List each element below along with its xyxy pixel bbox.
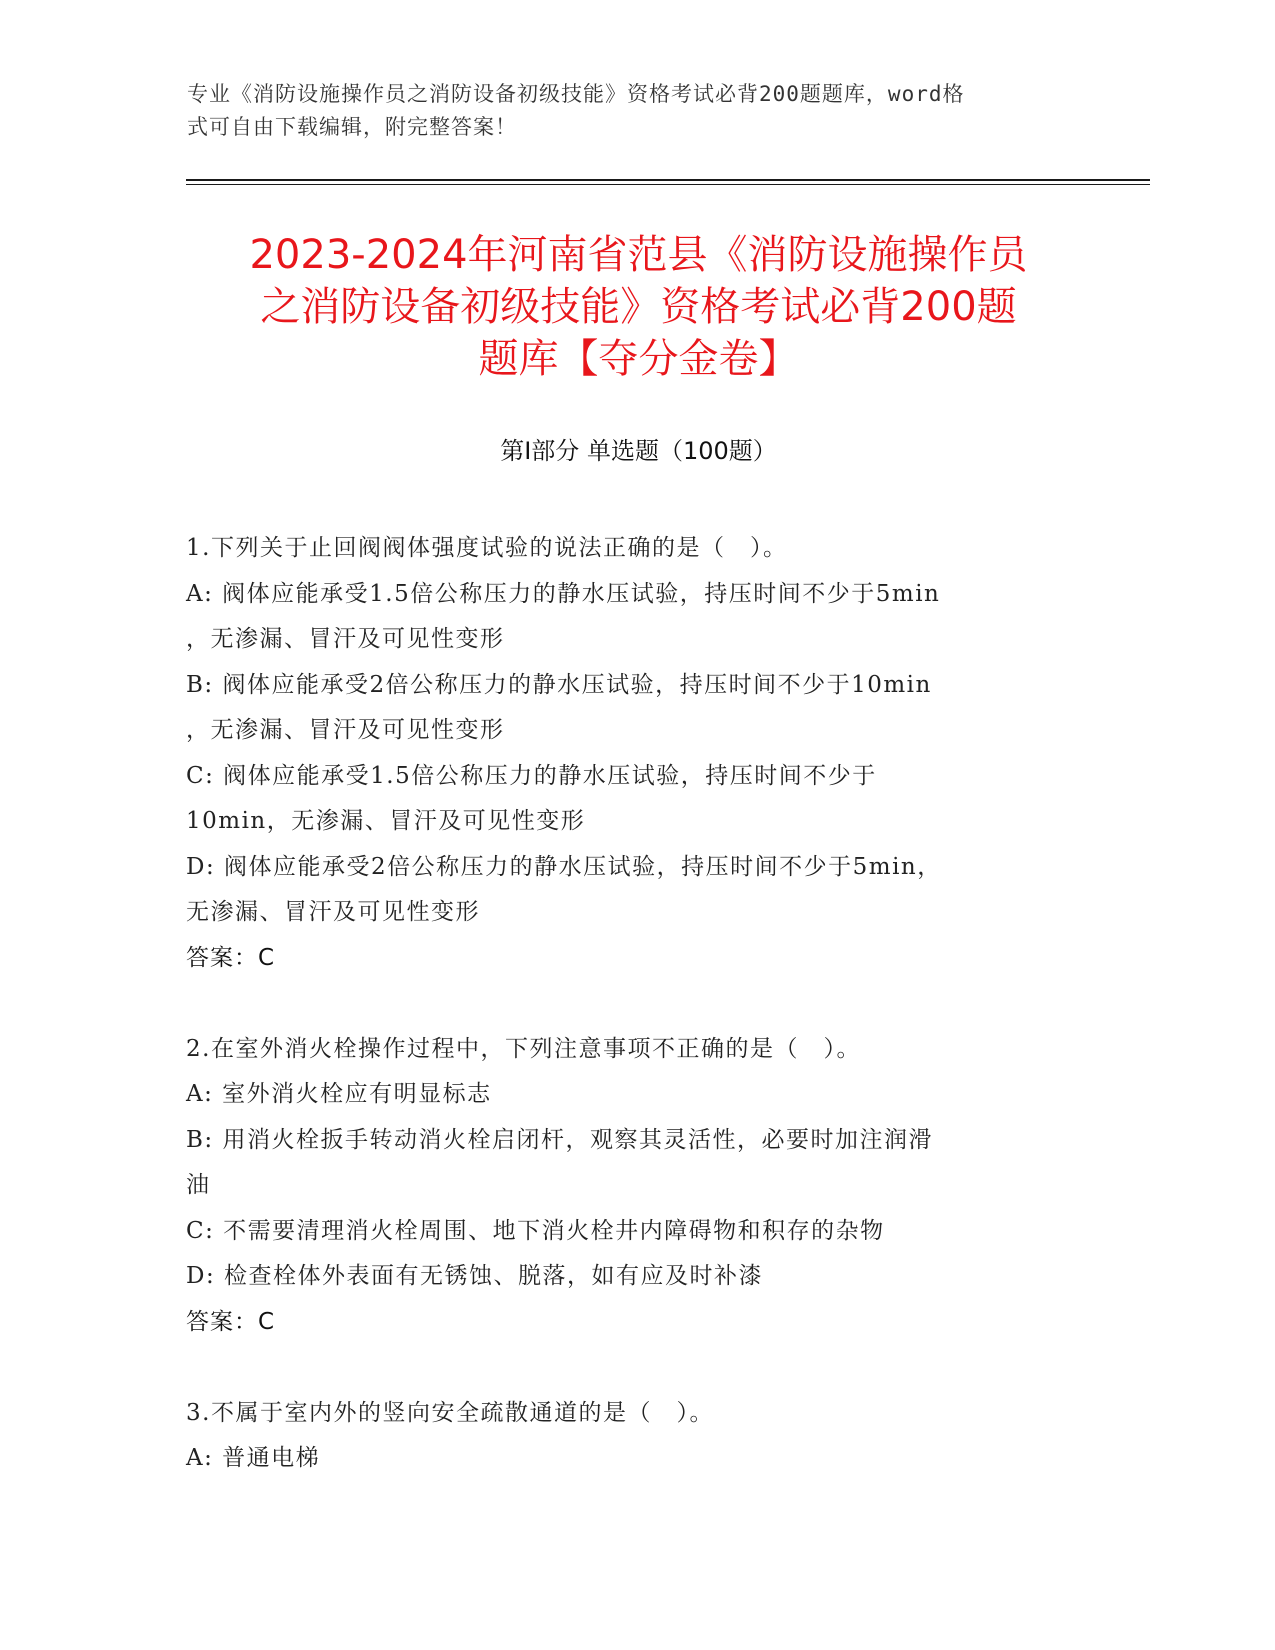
option-line: B: 用消火栓扳手转动消火栓启闭杆，观察其灵活性，必要时加注润滑	[186, 1126, 933, 1153]
header-divider-thin	[186, 184, 1150, 185]
option-line: D: 检查栓体外表面有无锈蚀、脱落，如有应及时补漆	[186, 1263, 764, 1289]
option-line: D: 阀体应能承受2倍公称压力的静水压试验，持压时间不少于5min，	[186, 853, 942, 880]
option-line: C: 阀体应能承受1.5倍公称压力的静水压试验，持压时间不少于	[186, 762, 877, 789]
question-block	[186, 1027, 1086, 1346]
option-line: 10min，无渗漏、冒汗及可见性变形	[186, 808, 586, 834]
option-line: A: 室外消火栓应有明显标志	[186, 1081, 492, 1107]
option-line: ，无渗漏、冒汗及可见性变形	[186, 717, 505, 743]
header-note-line: 式可自由下载编辑，附完整答案！	[187, 115, 517, 139]
title-line: 2023-2024年河南省范县《消防设施操作员	[249, 232, 1028, 278]
question-spacer	[186, 1345, 1086, 1391]
option-line: ，无渗漏、冒汗及可见性变形	[186, 626, 505, 652]
question-block	[186, 1391, 1086, 1482]
document-title	[186, 229, 1091, 385]
question-spacer	[186, 981, 1086, 1027]
header-divider-thick	[186, 179, 1150, 181]
option-line: A: 普通电梯	[186, 1445, 321, 1471]
question-line: 2.在室外消火栓操作过程中，下列注意事项不正确的是（ ）。	[186, 1035, 861, 1062]
option-line: A: 阀体应能承受1.5倍公称压力的静水压试验，持压时间不少于5min	[186, 580, 941, 607]
option-line: 无渗漏、冒汗及可见性变形	[186, 899, 480, 925]
section-title: 第Ⅰ部分 单选题（100题）	[500, 437, 777, 465]
title-line: 题库【夺分金卷】	[478, 336, 799, 382]
answer-line: 答案：C	[186, 1308, 276, 1335]
header-note-line: 专业《消防设施操作员之消防设备初级技能》资格考试必背200题题库，word格	[187, 82, 965, 106]
question-line: 1.下列关于止回阀阀体强度试验的说法正确的是（ ）。	[186, 535, 788, 561]
question-list	[186, 526, 1086, 1482]
question-block	[186, 526, 1086, 981]
question-line: 3.不属于室内外的竖向安全疏散通道的是（ ）。	[186, 1399, 714, 1426]
header-note	[187, 78, 1067, 144]
title-line: 之消防设备初级技能》资格考试必背200题	[260, 284, 1017, 330]
answer-line: 答案：C	[186, 944, 276, 971]
option-line: C: 不需要清理消火栓周围、地下消火栓井内障碍物和积存的杂物	[186, 1217, 885, 1244]
option-line: B: 阀体应能承受2倍公称压力的静水压试验，持压时间不少于10min	[186, 671, 932, 698]
option-line: 油	[186, 1172, 211, 1198]
